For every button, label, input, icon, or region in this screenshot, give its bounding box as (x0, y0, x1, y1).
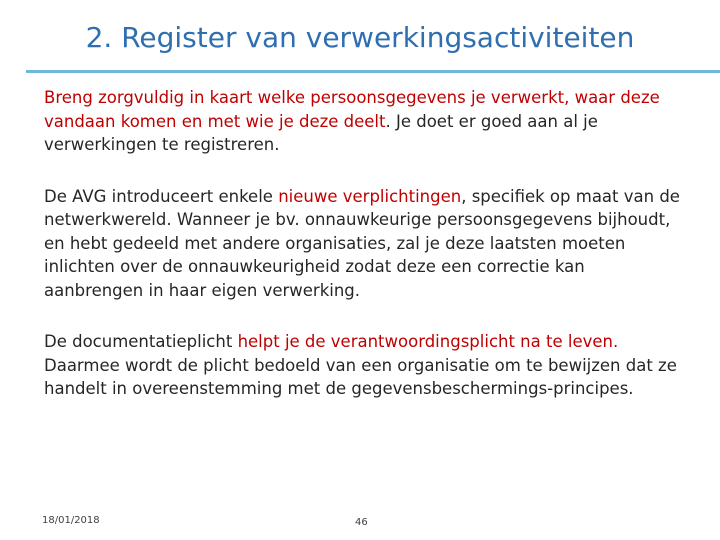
footer-date: 18/01/2018 (42, 515, 100, 526)
page-number: 46 (355, 517, 368, 528)
paragraph-2-highlight: nieuwe verplichtingen (278, 186, 462, 206)
paragraph-1-highlight: Breng zorgvuldig in kaart welke persoonsgegevens je verwerkt, waar deze vandaan komen en met wie je deze deelt (44, 88, 660, 131)
paragraph-2-text-end: , specifiek op maat van de netwerkwereld. Wanneer je bv. onnauwkeurige persoonsgegevens bijhoudt, en hebt gedeeld met andere organisaties, zal je deze laatsten moeten inlichten over de onnauwkeurigheid zodat deze een correctie kan aanbrengen in haar eigen verwerking. (44, 186, 680, 300)
paragraph-2 (44, 185, 684, 303)
paragraph-3-text-end: Daarmee wordt de plicht bedoeld van een organisatie om te bewijzen dat ze handelt in overeenstemming met de gegevensbeschermings-principes. (44, 355, 677, 398)
paragraph-3 (44, 330, 684, 401)
slide-title: 2. Register van verwerkingsactiviteiten (85, 21, 635, 54)
paragraph-3-highlight: helpt je de verantwoordingsplicht na te leven. (237, 332, 619, 351)
paragraph-1 (44, 86, 684, 157)
slide-body (44, 86, 684, 429)
paragraph-3-text-start: De documentatieplicht (44, 332, 238, 351)
title-divider (26, 70, 720, 73)
paragraph-2-text-start: De AVG introduceert enkele (44, 186, 279, 206)
paragraph-1-text: . Je doet er goed aan al je verwerkingen te registreren. (44, 111, 598, 154)
